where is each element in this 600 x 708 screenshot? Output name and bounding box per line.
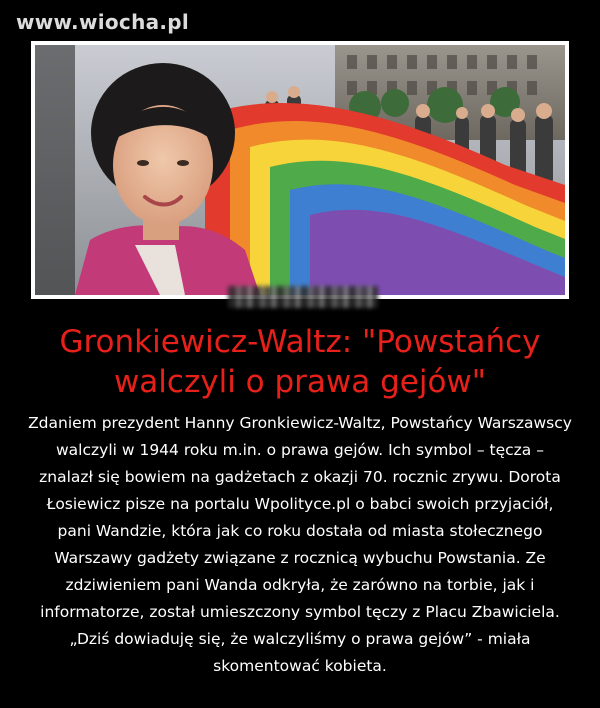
article-photo: [35, 45, 565, 295]
photo-illustration: [35, 45, 565, 295]
blurred-caption: [228, 286, 378, 308]
article-photo-frame: [31, 41, 569, 299]
article-headline: Gronkiewicz-Waltz: "Powstańcy walczyli o prawa gejów": [59, 324, 541, 400]
article-body: Zdaniem prezydent Hanny Gronkiewicz-Waltz, Powstańcy Warszawscy walczyli w 1944 roku m.in. o prawa gejów. Ich symbol – tęcza – znalazł się bowiem na gadżetach z okazji 70. rocznic zrywu. Dorota Łosiewicz pisze na portalu Wpolityce.pl o babci swoich przyjaciół, pani Wandzie, która jak co roku dostała od miasta stołecznego Warszawy gadżety związane z rocznicą wybuchu Powstania. Ze zdziwieniem pani Wanda odkryła, że zarówno na torbie, jak i informatorze, został umieszczony symbol tęczy z Placu Zbawiciela. „Dziś dowiaduję się, że walczyliśmy o prawa gejów” - miała skomentować kobieta.: [28, 414, 572, 675]
site-watermark: www.wiocha.pl: [16, 10, 190, 34]
